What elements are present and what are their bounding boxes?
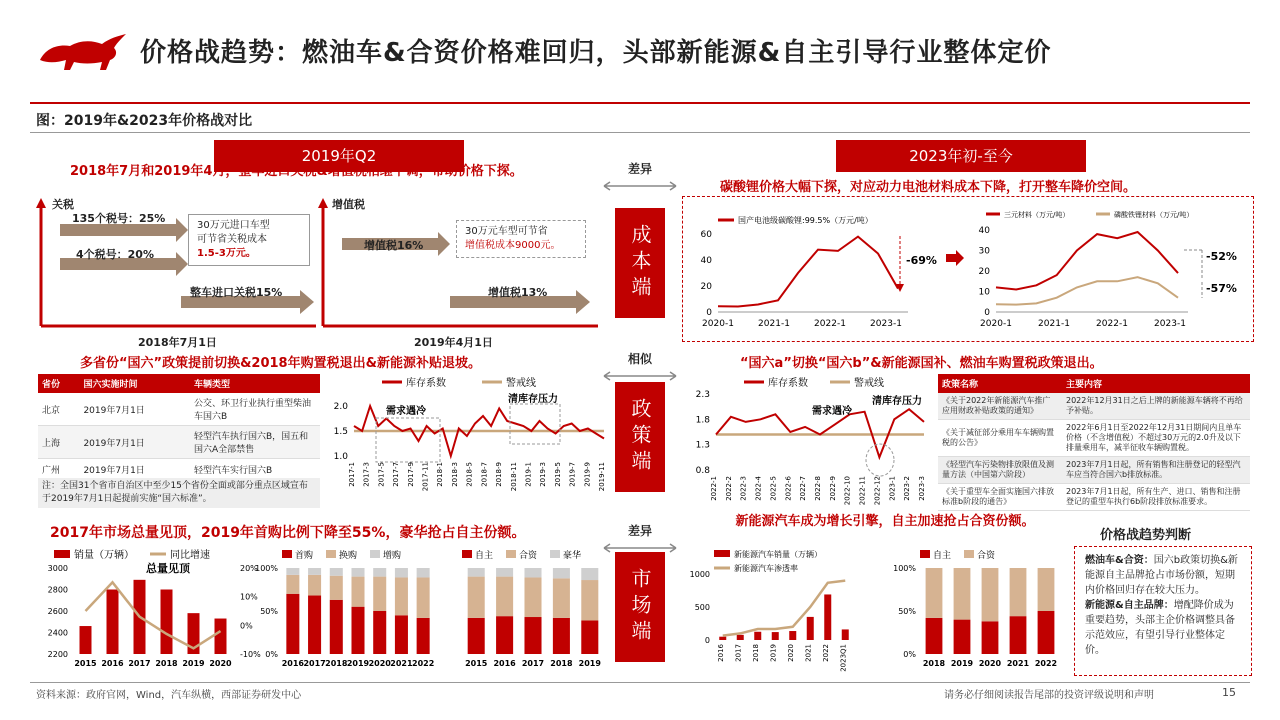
x-tick: 2016 (281, 659, 304, 668)
x-tick: 2020-1 (980, 319, 1012, 329)
vat-box-line1: 30万元车型可节省 (465, 226, 548, 237)
x-tick: 2022-10 (843, 476, 852, 506)
table-row (938, 457, 1250, 484)
legend-swatch (506, 550, 516, 558)
x-tick: 2021 (390, 659, 413, 668)
y-tick: 1.3 (695, 440, 710, 451)
stack-segment (395, 568, 408, 577)
legend-inv: 库存系数 (406, 378, 446, 389)
y-tick: 2400 (47, 628, 68, 638)
x-tick: 2019-5 (553, 462, 562, 487)
x-tick: 2022 (1034, 659, 1058, 668)
legend-warn: 警戒线 (506, 378, 536, 389)
legend-label: 自主 (475, 551, 494, 561)
th-policy-content: 主要内容 (1062, 374, 1250, 393)
policy-right-title: “国六a”切换“国六b”&新能源国补、燃油车购置税政策退出。 (740, 356, 1103, 371)
legend-nev: 新能源汽车销量（万辆） (734, 550, 822, 559)
x-tick: 2019-9 (583, 462, 592, 487)
legend-lfp: 磷酸铁锂材料（万元/吨） (1114, 211, 1194, 219)
x-tick: 2023-1 (888, 476, 897, 501)
compare-row1-label: 差异 (627, 162, 652, 176)
x-tick: 2019-11 (598, 462, 606, 492)
x-tick: 2022-5 (769, 476, 778, 501)
table-row (38, 426, 320, 459)
x-tick: 2018-11 (509, 462, 518, 492)
nev-bar (719, 637, 726, 640)
x-tick: 2022-8 (814, 476, 822, 501)
stack-segment (468, 568, 485, 577)
y-tick: 20 (700, 282, 712, 292)
footer-disclaimer: 请务必仔细阅读报告尾部的投资评级说明和声明 (944, 690, 1154, 701)
peak-label: 总量见顶 (146, 562, 190, 575)
x-tick: 2019 (346, 659, 370, 668)
legend-growth: 同比增速 (170, 550, 210, 561)
tariff-box-line2: 可节省关税成本 (197, 234, 267, 245)
x-tick: 2022-4 (754, 476, 763, 501)
cell: 公交、环卫行业执行重型柴油车国六B (190, 393, 320, 426)
y-tick: 2.0 (333, 402, 348, 412)
x-tick: 2023-1 (1154, 319, 1186, 329)
x-tick: 2017 (128, 659, 151, 668)
stack-segment (524, 577, 541, 617)
cell: 轻型汽车执行国六B，国五和国六A全部禁售 (190, 426, 320, 459)
brand-share-chart-2 (880, 544, 1066, 674)
market-left-title: 2017年市场总量见顶，2019年首购比例下降至55%，豪华抢占自主份额。 (50, 525, 526, 541)
stack-segment (1038, 611, 1055, 654)
nev-chart (684, 544, 864, 674)
stack-segment (351, 568, 364, 577)
sales-bar (215, 619, 227, 654)
cell: 《轻型汽车污染物排放限值及测量方法（中国第六阶段） (938, 457, 1062, 484)
judge-p2-text: 增配降价成为重要趋势，头部主企价格调整具备示范效应，有望引导行业整体定价。 (1085, 600, 1235, 656)
x-tick: 2020 (978, 659, 1002, 668)
stack-segment (308, 596, 321, 654)
th-province: 省份 (38, 374, 79, 393)
dim-policy: 政策端 (615, 382, 665, 492)
stack-segment (1038, 568, 1055, 611)
legend-label: 合资 (977, 551, 996, 561)
stack-segment (982, 568, 999, 621)
judge-title: 价格战趋势判断 (1100, 528, 1192, 543)
legend-label: 换购 (339, 551, 358, 561)
y-tick: 3000 (47, 564, 68, 573)
tariff-4: 4个税号：20% (76, 248, 154, 261)
judge-p1-head: 燃油车&合资： (1085, 555, 1154, 566)
ternary-drop-label: -52% (1206, 250, 1237, 263)
stack-segment (982, 621, 999, 654)
band-2019: 2019年Q2 (214, 140, 464, 172)
x-tick: 2018 (155, 659, 178, 668)
tariff-savings-box (188, 214, 310, 266)
tariff-15: 整车进口关税15% (190, 286, 283, 299)
x-tick: 2022-1 (1096, 319, 1128, 329)
tariff-box-line3: 1.5-3万元。 (197, 248, 256, 259)
x-tick: 2015 (465, 659, 488, 668)
x-tick: 2020-1 (702, 319, 734, 329)
table-note: 注：全国31个省市自治区中至少15个省份全面或部分重点区域宣布于2019年7月1日起提前实施“国六标准”。 (38, 478, 320, 508)
nev-bar (807, 617, 814, 640)
y-tick: 1.5 (333, 427, 348, 437)
stack-segment (468, 577, 485, 618)
y-tick: 2200 (47, 650, 68, 659)
y-tick: 0.8 (695, 466, 710, 476)
y-tick: 1.8 (695, 415, 710, 426)
stack-segment (496, 616, 513, 654)
cell: 北京 (38, 393, 79, 426)
table-row (938, 484, 1250, 511)
cost-right-title: 碳酸锂价格大幅下探，对应动力电池材料成本下降，打开整车降价空间。 (720, 180, 1137, 195)
legend-swatch (550, 550, 560, 558)
y-tick: 50% (260, 607, 278, 616)
stack-segment (351, 577, 364, 607)
nev-bar (772, 632, 779, 640)
clear-stock-label: 清库存压力 (508, 394, 558, 405)
x-tick: 2018 (550, 659, 573, 668)
lithium-drop-label: -69% (906, 254, 937, 267)
cell: 上海 (38, 426, 79, 459)
legend-inv2: 库存系数 (768, 378, 808, 389)
stack-segment (496, 577, 513, 617)
x-tick: 2023Q1 (839, 644, 848, 672)
stack-segment (395, 615, 408, 654)
lithium-series-line (718, 237, 898, 307)
dim-cost: 成本端 (615, 208, 665, 318)
page-title: 价格战趋势：燃油车&合资价格难回归，头部新能源&自主引导行业整体定价 (140, 38, 1052, 68)
stack-segment (417, 568, 430, 577)
stack-segment (417, 577, 430, 617)
legend-swatch (370, 550, 380, 558)
stack-segment (417, 618, 430, 654)
growth-series-line (86, 582, 221, 648)
judge-para-1 (1085, 553, 1241, 598)
x-tick: 2021-1 (1038, 319, 1070, 329)
x-tick: 2017-1 (348, 462, 356, 487)
stack-segment (581, 568, 598, 580)
x-tick: 2015 (74, 659, 97, 668)
x-tick: 2017-5 (377, 462, 386, 487)
double-arrow-icon (600, 180, 680, 192)
policy-doc-table (938, 374, 1250, 511)
x-tick: 2022-12 (873, 476, 882, 506)
y-tick: 100% (255, 564, 278, 573)
nev-bar (842, 629, 849, 640)
x-tick: 2022-1 (710, 476, 718, 501)
legend-swatch (964, 550, 974, 558)
tariff-135: 135个税号：25% (72, 212, 166, 225)
x-tick: 2017-9 (406, 462, 415, 487)
x-tick: 2019-3 (539, 462, 548, 487)
sales-chart (34, 544, 274, 674)
x-tick: 2021 (804, 644, 813, 662)
nev-title: 新能源汽车成为增长引擎，自主加速抢占合资份额。 (735, 514, 1035, 529)
stack-segment (330, 576, 343, 600)
y2-tick: 20% (240, 564, 258, 573)
stack-segment (926, 568, 943, 618)
x-tick: 2018-9 (495, 462, 504, 487)
lfp-drop-label: -57% (1206, 282, 1237, 295)
nev-bar (737, 635, 744, 640)
y-tick: 40 (700, 256, 712, 266)
cell: 2019年7月1日 (79, 459, 190, 481)
legend-label: 首购 (295, 551, 314, 561)
lithium-chart (688, 200, 948, 340)
x-tick: 2016 (716, 644, 725, 662)
stack-segment (553, 568, 570, 578)
cell: 2023年7月1日起，所有生产、进口、销售和注册登记的重型车执行6b阶段排放标准要求。 (1062, 484, 1250, 511)
stack-segment (373, 611, 386, 654)
cell: 《关于2022年新能源汽车推广应用财政补贴政策的通知》 (938, 393, 1062, 420)
y-tick: 500 (694, 603, 710, 612)
x-tick: 2023-1 (870, 319, 902, 329)
x-tick: 2020 (786, 644, 795, 662)
y-tick: 10 (978, 287, 990, 298)
demand-cold-label: 需求遇冷 (386, 406, 426, 417)
policy-left-title: 多省份“国六”政策提前切换&2018年购置税退出&新能源补贴退坡。 (80, 356, 481, 371)
tariff-box-line1: 30万元进口车型 (197, 220, 270, 231)
bull-logo-icon (36, 30, 130, 74)
y2-tick: -10% (240, 650, 261, 659)
stack-segment (581, 620, 598, 654)
x-tick: 2021-1 (758, 319, 790, 329)
purchase-type-chart (244, 544, 440, 674)
stack-segment (351, 607, 364, 654)
y-tick: 0% (903, 650, 916, 659)
stack-segment (524, 617, 541, 654)
x-tick: 2019 (182, 659, 205, 668)
y-tick: 0 (704, 636, 710, 645)
stack-segment (286, 575, 299, 594)
y-tick: 20 (978, 267, 990, 277)
stack-segment (954, 620, 971, 654)
legend-warn2: 警戒线 (854, 378, 884, 389)
y-tick: 2800 (47, 585, 68, 595)
legend-sales-swatch (54, 550, 70, 558)
y2-tick: 0% (240, 621, 253, 631)
th-time: 国六实施时间 (79, 374, 190, 393)
x-tick: 2018-7 (480, 462, 489, 487)
judge-box (1074, 546, 1252, 676)
lfp-series-line (996, 277, 1178, 304)
dim-market: 市场端 (615, 552, 665, 662)
x-tick: 2017 (734, 644, 743, 662)
x-tick: 2019 (769, 644, 778, 662)
cell: 广州 (38, 459, 79, 481)
legend-label: 豪华 (563, 551, 582, 561)
inventory-chart-2023 (684, 372, 934, 506)
table-row (938, 393, 1250, 420)
band-2023: 2023年初-至今 (836, 140, 1086, 172)
stack-segment (330, 568, 343, 576)
legend-sales: 销量（万辆） (74, 550, 134, 561)
vat-13: 增值税13% (488, 286, 548, 299)
tariff-label: 关税 (52, 198, 74, 211)
stack-segment (581, 580, 598, 620)
cell: 2023年7月1日起，所有销售和注册登记的轻型汽车应当符合国六b排放标准。 (1062, 457, 1250, 484)
vat-label: 增值税 (332, 198, 365, 211)
x-tick: 2017-7 (392, 462, 401, 487)
x-tick: 2017 (521, 659, 545, 668)
x-tick: 2018 (751, 644, 760, 662)
th-policy-name: 政策名称 (938, 374, 1062, 393)
x-tick: 2022 (821, 644, 830, 662)
legend-pen: 新能源汽车渗透率 (734, 564, 798, 573)
x-tick: 2021 (1006, 659, 1030, 668)
cell: 《关于减征部分乘用车车辆购置税的公告》 (938, 420, 1062, 457)
y-tick: 0 (706, 308, 712, 318)
compare-row2-label: 相似 (627, 352, 652, 366)
y2-tick: 10% (240, 592, 258, 602)
stack-segment (553, 578, 570, 618)
y-tick: 1000 (689, 570, 710, 579)
table-row (38, 393, 320, 426)
legend-swatch (920, 550, 930, 558)
x-tick: 2017-3 (362, 462, 371, 487)
x-tick: 2019 (950, 659, 974, 668)
vat-16: 增值税16% (364, 239, 424, 252)
stack-segment (373, 577, 386, 611)
x-tick: 2022-1 (814, 319, 846, 329)
y-tick: 1.0 (333, 452, 348, 462)
x-tick: 2016 (493, 659, 516, 668)
stack-segment (954, 568, 971, 620)
legend-swatch (462, 550, 472, 558)
stack-segment (308, 575, 321, 596)
x-tick: 2018-3 (450, 462, 459, 487)
stack-segment (330, 600, 343, 654)
guoliu-table (38, 374, 320, 481)
page-number: 15 (1222, 686, 1236, 699)
y-tick: 50% (898, 607, 916, 616)
arrow-right-icon (946, 250, 964, 266)
x-tick: 2019 (578, 659, 601, 668)
x-tick: 2020 (209, 659, 232, 668)
y-tick: 60 (700, 230, 712, 240)
stack-segment (286, 594, 299, 654)
y-tick: 2600 (47, 607, 68, 616)
x-tick: 2022 (412, 659, 435, 668)
x-tick: 2019-1 (524, 462, 533, 487)
x-tick: 2017 (303, 659, 326, 668)
legend-label: 增购 (383, 551, 402, 561)
x-tick: 2022-11 (858, 476, 867, 506)
x-tick: 2022-6 (784, 476, 793, 501)
title-divider (30, 102, 1250, 104)
y-tick: 40 (978, 226, 990, 236)
sales-bar (161, 590, 173, 655)
inventory-chart-2019 (322, 372, 614, 502)
vat-box-line2: 增值税成本9000元。 (465, 240, 561, 251)
stack-segment (496, 568, 513, 577)
legend-swatch (282, 550, 292, 558)
legend-label: 自主 (933, 551, 952, 561)
compare-row3-label: 差异 (627, 524, 652, 538)
cell: 2019年7月1日 (79, 393, 190, 426)
x-tick: 2023-2 (903, 476, 912, 501)
cell: 2019年7月1日 (79, 426, 190, 459)
x-tick: 2019-7 (568, 462, 577, 487)
judge-p1-text: 国六b政策切换&新能源自主品牌抢占市场份额，短期内价格回归存在较大压力。 (1085, 555, 1238, 596)
x-tick: 2022-7 (799, 476, 808, 501)
demand-cold-label-2: 需求遇冷 (812, 406, 852, 417)
legend-nev-swatch (714, 550, 730, 557)
x-tick: 2018-1 (436, 462, 445, 487)
brand-share-chart (438, 544, 608, 674)
stack-segment (308, 568, 321, 575)
x-tick: 2016 (101, 659, 124, 668)
table-row (938, 420, 1250, 457)
y-tick: 2.3 (695, 390, 710, 400)
nev-bar (789, 631, 796, 640)
stack-segment (395, 577, 408, 615)
stack-segment (468, 618, 485, 654)
legend-swatch (326, 550, 336, 558)
legend-ternary: 三元材料（万元/吨） (1004, 211, 1070, 219)
vat-diagram (318, 196, 608, 336)
x-tick: 2018-5 (465, 462, 474, 487)
cathode-chart (966, 200, 1252, 340)
legend-label: 合资 (519, 551, 538, 561)
footer-divider (30, 682, 1250, 683)
x-tick: 2022-3 (739, 476, 748, 501)
compare-row1 (600, 160, 680, 196)
stack-segment (286, 568, 299, 575)
cell: 2022年6月1日至2022年12月31日期间内且单车价格（不含增值税）不超过30万元的2.0升及以下排量乘用车，减半征收车辆购置税。 (1062, 420, 1250, 457)
footer-source: 资料来源：政府官网，Wind，汽车纵横，西部证券研发中心 (36, 690, 302, 701)
sales-bar (107, 590, 119, 655)
clear-stock-label-2: 清库存压力 (872, 396, 922, 407)
y-tick: 0 (984, 308, 990, 318)
legend-lithium: 国产电池级碳酸锂:99.5%（万元/吨） (738, 216, 873, 225)
x-tick: 2017-11 (421, 462, 430, 492)
figure-subtitle: 图：2019年&2023年价格战对比 (36, 113, 253, 129)
nev-bar (824, 594, 831, 640)
y-tick: 0% (265, 650, 278, 659)
date-2019: 2019年4月1日 (414, 336, 493, 349)
sales-bar (80, 626, 92, 654)
x-tick: 2018 (922, 659, 946, 668)
x-tick: 2022-2 (724, 476, 733, 501)
cost-left-title: 2018年7月和2019年4月，整车进口关税&增值税相继下调，带动价格下探。 (70, 164, 523, 179)
stack-segment (373, 568, 386, 577)
stack-segment (926, 618, 943, 654)
vat-savings-box (456, 220, 586, 258)
judge-para-2 (1085, 598, 1241, 658)
y-tick: 100% (893, 564, 916, 573)
y-tick: 30 (978, 246, 990, 257)
stack-segment (1010, 568, 1027, 616)
cell: 2022年12月31日之后上牌的新能源车辆将不再给予补贴。 (1062, 393, 1250, 420)
date-2018: 2018年7月1日 (138, 336, 217, 349)
stack-segment (524, 568, 541, 577)
stack-segment (553, 618, 570, 654)
x-tick: 2018 (325, 659, 348, 668)
subtitle-divider (30, 132, 1250, 133)
stack-segment (1010, 616, 1027, 654)
x-tick: 2020 (368, 659, 391, 668)
nev-bar (754, 632, 761, 640)
x-tick: 2023-3 (918, 476, 926, 501)
x-tick: 2022-9 (828, 476, 837, 501)
th-type: 车辆类型 (190, 374, 320, 393)
cell: 《关于重型车全面实施国六排放标准b阶段的通告》 (938, 484, 1062, 511)
cell: 轻型汽车实行国六B (190, 459, 320, 481)
judge-p2-head: 新能源&自主品牌： (1085, 600, 1174, 611)
